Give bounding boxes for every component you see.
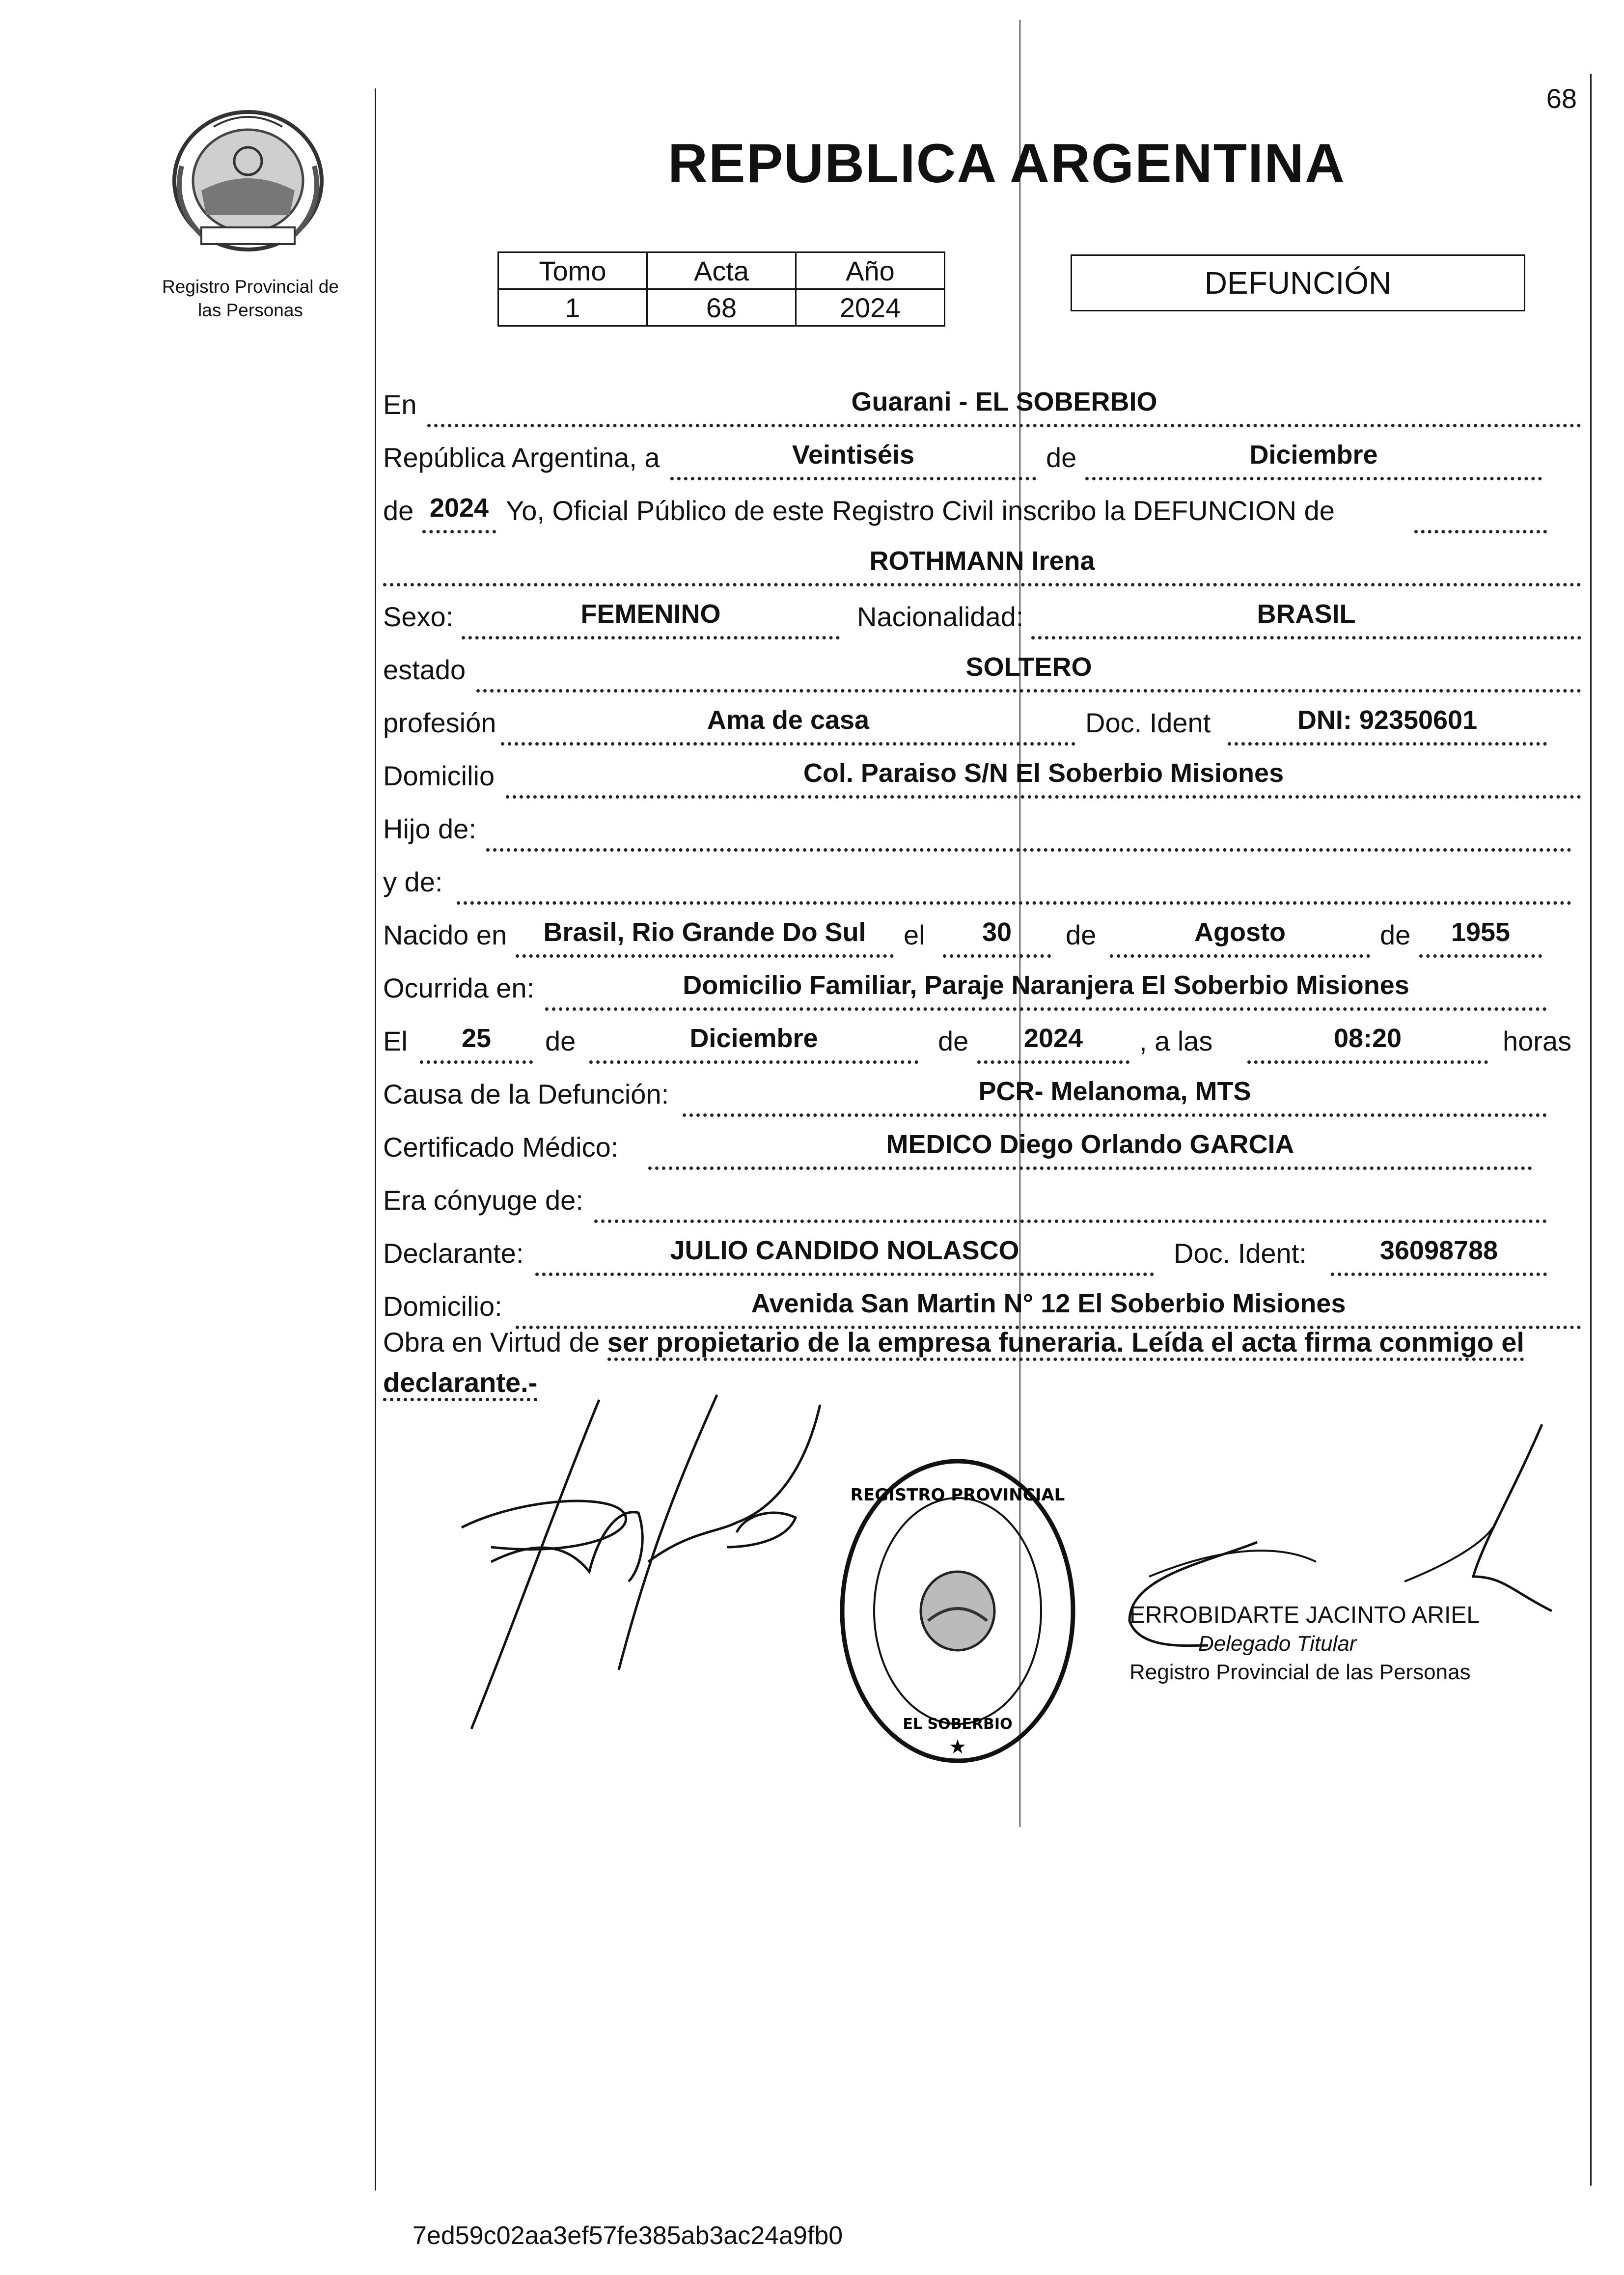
row-hijo bbox=[383, 803, 1581, 852]
dia-field bbox=[670, 438, 1036, 480]
svg-text:★: ★ bbox=[949, 1736, 966, 1758]
nacionalidad-value: BRASIL bbox=[1257, 599, 1356, 629]
hijo-label: Hijo de: bbox=[383, 813, 476, 844]
acta-header: Acta bbox=[647, 252, 796, 289]
anio-de-label: de bbox=[383, 495, 414, 526]
obra-label: Obra en Virtud de bbox=[383, 1327, 600, 1358]
sexo-value: FEMENINO bbox=[580, 599, 721, 629]
conyuge-label: Era cónyuge de: bbox=[383, 1185, 583, 1216]
row-ocurrida bbox=[383, 962, 1581, 1011]
nacido-label: Nacido en bbox=[383, 919, 507, 950]
sexo-field bbox=[462, 597, 840, 639]
nacido-anio-value: 1955 bbox=[1451, 917, 1511, 947]
row-nacido bbox=[383, 909, 1581, 958]
a-las-label: , a las bbox=[1139, 1026, 1213, 1056]
nacido-anio-field bbox=[1419, 915, 1542, 958]
conyuge-field bbox=[594, 1180, 1547, 1223]
row-estado bbox=[383, 643, 1581, 693]
row-nombre bbox=[383, 537, 1581, 586]
obra-value: ser propietario de la empresa funeraria. Leída el acta firma conmigo el declarante.- bbox=[383, 1327, 1524, 1401]
estado-field bbox=[476, 650, 1581, 693]
decl-doc-field bbox=[1331, 1233, 1547, 1276]
estado-label: estado bbox=[383, 654, 466, 685]
doc-ident-field bbox=[1228, 703, 1547, 746]
nacido-field bbox=[516, 915, 894, 958]
row-en bbox=[383, 378, 1581, 427]
registry-line-1: Registro Provincial de bbox=[162, 277, 339, 297]
row-profesion bbox=[383, 696, 1581, 746]
row-decl-domicilio bbox=[383, 1280, 1581, 1329]
profesion-field bbox=[501, 703, 1075, 746]
decl-doc-value: 36098788 bbox=[1379, 1236, 1498, 1265]
def-de2-label: de bbox=[938, 1026, 969, 1056]
def-anio-field bbox=[977, 1021, 1129, 1064]
el-label: el bbox=[904, 919, 925, 950]
acta-value: 68 bbox=[647, 289, 796, 326]
row-y-de bbox=[383, 856, 1581, 905]
doc-ident-value: DNI: 92350601 bbox=[1297, 705, 1478, 735]
def-anio-value: 2024 bbox=[1023, 1024, 1083, 1053]
domicilio-label: Domicilio bbox=[383, 760, 495, 791]
causa-field bbox=[683, 1074, 1547, 1117]
row-causa bbox=[383, 1068, 1581, 1117]
mes-value: Diciembre bbox=[1249, 440, 1378, 470]
tomo-header: Tomo bbox=[498, 252, 647, 289]
nacionalidad-label: Nacionalidad: bbox=[857, 601, 1024, 632]
causa-label: Causa de la Defunción: bbox=[383, 1079, 669, 1110]
doc-ident-label: Doc. Ident bbox=[1085, 707, 1211, 738]
nacido-dia-field bbox=[943, 915, 1051, 958]
nacionalidad-field bbox=[1031, 597, 1581, 639]
anio-field bbox=[422, 491, 496, 533]
row-sexo bbox=[383, 590, 1581, 639]
oficial-trailing-field bbox=[1414, 491, 1547, 533]
def-de1-label: de bbox=[545, 1026, 576, 1056]
certificado-field bbox=[648, 1127, 1532, 1170]
tomo-value: 1 bbox=[498, 289, 647, 326]
row-domicilio bbox=[383, 749, 1581, 799]
ocurrida-value: Domicilio Familiar, Paraje Naranjera El Soberbio Misiones bbox=[683, 971, 1409, 1000]
registry-line-2: las Personas bbox=[198, 300, 303, 320]
signer-name: ERROBIDARTE JACINTO ARIEL bbox=[1129, 1602, 1480, 1628]
y-de-field bbox=[457, 862, 1571, 905]
nacido-value: Brasil, Rio Grande Do Sul bbox=[543, 917, 866, 947]
registry-label bbox=[147, 275, 354, 322]
decl-domicilio-label: Domicilio: bbox=[383, 1291, 502, 1322]
def-dia-field bbox=[420, 1021, 533, 1064]
nacido-de1-label: de bbox=[1066, 919, 1097, 950]
y-de-label: y de: bbox=[383, 866, 443, 897]
def-hora-value: 08:20 bbox=[1333, 1024, 1402, 1053]
registry-table bbox=[497, 251, 945, 327]
mes-field bbox=[1085, 438, 1542, 480]
page-title: REPUBLICA ARGENTINA bbox=[668, 133, 1346, 194]
causa-value: PCR- Melanoma, MTS bbox=[978, 1077, 1251, 1106]
declarant-signature-icon bbox=[432, 1385, 874, 1748]
en-field bbox=[427, 385, 1581, 427]
row-declarante bbox=[383, 1227, 1581, 1276]
profesion-label: profesión bbox=[383, 707, 496, 738]
row-fecha-defuncion bbox=[383, 1015, 1581, 1064]
certificado-value: MEDICO Diego Orlando GARCIA bbox=[886, 1130, 1294, 1159]
svg-text:EL SOBERBIO: EL SOBERBIO bbox=[903, 1716, 1013, 1733]
ocurrida-field bbox=[545, 968, 1547, 1011]
nombre-value: ROTHMANN Irena bbox=[869, 546, 1095, 576]
hijo-field bbox=[486, 809, 1571, 852]
el2-label: El bbox=[383, 1026, 408, 1056]
declarante-label: Declarante: bbox=[383, 1238, 524, 1269]
nacido-mes-field bbox=[1110, 915, 1370, 958]
row-certificado bbox=[383, 1121, 1581, 1170]
footer-hash: 7ed59c02aa3ef57fe385ab3ac24a9fb0 bbox=[413, 2221, 843, 2250]
horas-label: horas bbox=[1503, 1026, 1572, 1056]
decl-domicilio-value: Avenida San Martin N° 12 El Soberbio Misiones bbox=[751, 1289, 1346, 1318]
sexo-label: Sexo: bbox=[383, 601, 454, 632]
nacido-mes-value: Agosto bbox=[1194, 917, 1286, 947]
page-number: 68 bbox=[1546, 83, 1577, 114]
provincial-coat-of-arms-icon bbox=[167, 107, 329, 254]
anio-value: 2024 bbox=[796, 289, 945, 326]
declarante-field bbox=[535, 1233, 1154, 1276]
nacido-de2-label: de bbox=[1380, 919, 1411, 950]
document-type-box: DEFUNCIÓN bbox=[1071, 254, 1525, 311]
signer-office: Registro Provincial de las Personas bbox=[1129, 1660, 1471, 1684]
signer-role: Delegado Titular bbox=[1198, 1632, 1357, 1656]
anio-value: 2024 bbox=[429, 493, 489, 523]
en-label: En bbox=[383, 389, 417, 420]
certificado-label: Certificado Médico: bbox=[383, 1132, 619, 1163]
ocurrida-label: Ocurrida en: bbox=[383, 972, 535, 1003]
en-value: Guarani - EL SOBERBIO bbox=[851, 387, 1157, 416]
anio-header: Año bbox=[796, 252, 945, 289]
def-mes-field bbox=[589, 1021, 918, 1064]
profesion-value: Ama de casa bbox=[707, 705, 870, 735]
right-margin-line bbox=[1590, 74, 1592, 2186]
dia-value: Veintiséis bbox=[792, 440, 915, 470]
registry-table-value-row bbox=[498, 289, 945, 326]
signer-block bbox=[1129, 1601, 1480, 1687]
registry-table-header-row bbox=[498, 252, 945, 289]
domicilio-value: Col. Paraiso S/N El Soberbio Misiones bbox=[803, 758, 1284, 788]
de-label: de bbox=[1046, 442, 1077, 473]
def-dia-value: 25 bbox=[461, 1024, 492, 1053]
declarante-value: JULIO CANDIDO NOLASCO bbox=[670, 1236, 1019, 1265]
republica-label: República Argentina, a bbox=[383, 442, 660, 473]
domicilio-field bbox=[506, 756, 1581, 799]
row-anio bbox=[383, 484, 1581, 533]
nacido-dia-value: 30 bbox=[982, 917, 1012, 947]
left-margin-line bbox=[375, 88, 376, 2191]
nombre-field bbox=[383, 544, 1581, 586]
oficial-text: Yo, Oficial Público de este Registro Civil inscribo la DEFUNCION de bbox=[506, 495, 1335, 526]
estado-value: SOLTERO bbox=[965, 652, 1092, 682]
row-fecha bbox=[383, 431, 1581, 480]
def-mes-value: Diciembre bbox=[689, 1024, 818, 1053]
def-hora-field bbox=[1247, 1021, 1488, 1064]
registry-seal-icon bbox=[835, 1454, 1080, 1768]
decl-doc-label: Doc. Ident: bbox=[1174, 1238, 1307, 1269]
svg-text:REGISTRO PROVINCIAL: REGISTRO PROVINCIAL bbox=[850, 1485, 1065, 1505]
row-conyuge bbox=[383, 1174, 1581, 1223]
